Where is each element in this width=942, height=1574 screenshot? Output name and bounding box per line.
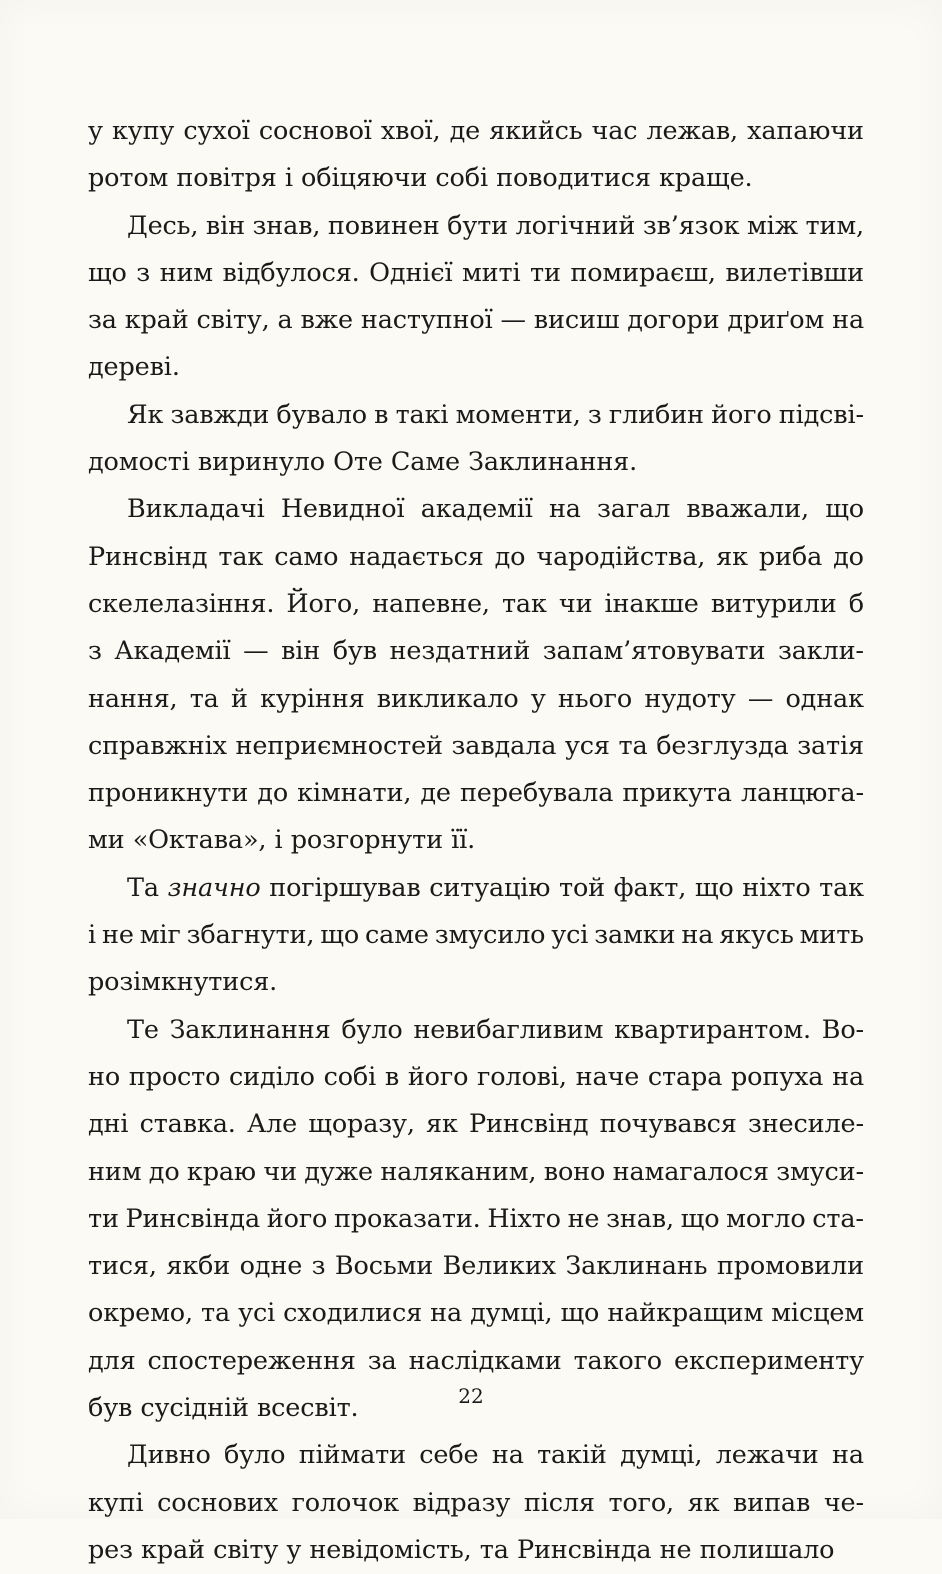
text-line: ним до краю чи дуже наляканим, воно намагалося змуси- bbox=[88, 1156, 864, 1187]
paragraph bbox=[88, 865, 864, 1007]
text-line: домості виринуло Оте Саме Заклинання. bbox=[88, 447, 638, 478]
paragraph bbox=[88, 108, 864, 203]
text-line: проникнути до кімнати, де перебувала прикута ланцюга- bbox=[88, 778, 864, 809]
body-text bbox=[88, 108, 864, 1574]
text-line: розімкнутися. bbox=[88, 967, 278, 998]
paragraph bbox=[88, 203, 864, 392]
text-line: ротом повітря і обіцяючи собі поводитися краще. bbox=[88, 163, 753, 194]
text-line: дереві. bbox=[88, 352, 180, 383]
text-line: Десь, він знав, повинен бути логічний зв’язок між тим, bbox=[127, 210, 864, 241]
text-line: скелелазіння. Його, напевне, так чи інакше витурили б bbox=[88, 588, 864, 619]
text-line: Та значно погіршував ситуацію той факт, що ніхто так bbox=[127, 872, 864, 903]
text-line: для спостереження за наслідками такого експерименту bbox=[88, 1345, 864, 1376]
text-line: що з ним відбулося. Однієї миті ти помираєш, вилетівши bbox=[88, 257, 864, 288]
text-line: но просто сиділо собі в його голові, наче стара ропуха на bbox=[88, 1061, 864, 1092]
text-line: Дивно було піймати себе на такій думці, лежачи на bbox=[127, 1440, 864, 1471]
text-line: дні ставка. Але щоразу, як Ринсвінд почувався знесиле- bbox=[88, 1109, 864, 1140]
text-line: у купу сухої соснової хвої, де якийсь час лежав, хапаючи bbox=[88, 116, 864, 146]
text-line: купі соснових голочок відразу після того, як випав че- bbox=[88, 1487, 864, 1518]
text-line: окремо, та усі сходилися на думці, що найкращим місцем bbox=[88, 1298, 864, 1329]
text-line: нання, та й куріння викликало у нього нудоту — однак bbox=[88, 683, 864, 714]
text-line: Викладачі Невидної академії на загал вважали, що bbox=[127, 494, 864, 525]
paragraph bbox=[88, 1007, 864, 1433]
text-line: і не міг збагнути, що саме змусило усі замки на якусь мить bbox=[88, 920, 864, 951]
paragraph bbox=[88, 1432, 864, 1574]
text-line: справжніх неприємностей завдала уся та безглузда затія bbox=[88, 730, 864, 761]
text-line: за край світу, а вже наступної — висиш догори дриґом на bbox=[88, 305, 864, 336]
text-line: ти Ринсвінда його проказати. Ніхто не знав, що могло ста- bbox=[88, 1203, 864, 1234]
text-line: Те Заклинання було невибагливим квартирантом. Во- bbox=[127, 1014, 864, 1045]
page-number: 22 bbox=[458, 1384, 484, 1408]
text-line: з Академії — він був нездатний запам’ятовувати закли- bbox=[88, 636, 864, 667]
text-line: тися, якби одне з Восьми Великих Заклинань промовили bbox=[88, 1251, 864, 1282]
text-line: був сусідній всесвіт. bbox=[88, 1393, 359, 1424]
text-line: Ринсвінд так само надається до чародійства, як риба до bbox=[88, 541, 864, 572]
text-line: рез край світу у невідомість, та Ринсвінда не полишало bbox=[88, 1534, 835, 1565]
text-line: Як завжди бувало в такі моменти, з глибин його підсві- bbox=[127, 399, 864, 430]
text-line: ми «Октава», і розгорнути її. bbox=[88, 825, 476, 856]
paragraph bbox=[88, 392, 864, 487]
paragraph bbox=[88, 486, 864, 864]
